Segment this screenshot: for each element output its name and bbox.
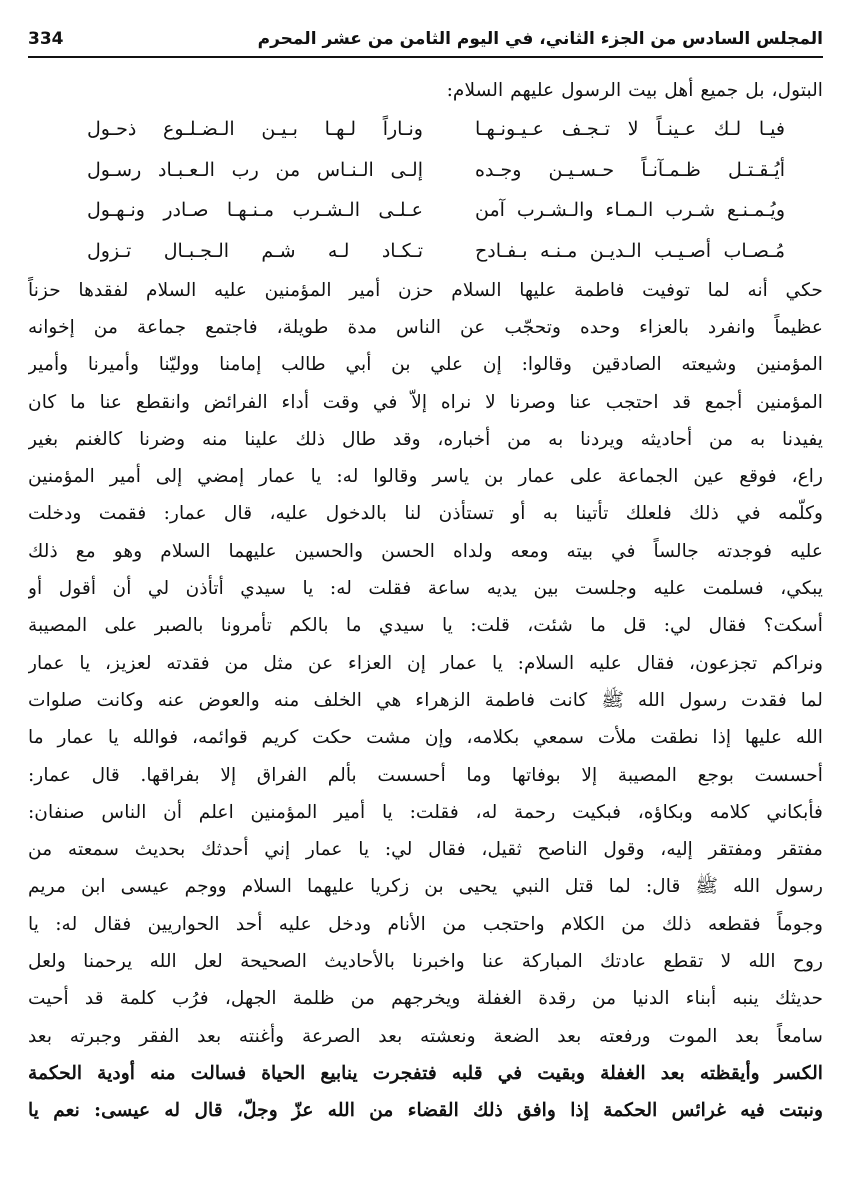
text-line: حديثك ينبه أبناء الدنيا من رقدة الغفلة ويخرجهم من ظلمة الجهل، فرُب كلمة قد أحيت: [28, 988, 823, 1010]
text-line: وجوماً فقطعه ذلك من الكلام واحتجب من الأنام ودخل عليه أحد الحواريين فقال له: يا: [28, 913, 823, 935]
text-line: يبكي، فسلمت عليه وجلست بين يديه ساعة فقلت له: يا سيدي أتأذن لي أن أقول أو: [28, 578, 823, 600]
verse-first-hemistich: مُـصـاب أصـيـب الـديـن مـنـه بـفـادح: [475, 240, 785, 263]
page-number: 334: [28, 29, 64, 49]
poem-verse: [28, 231, 823, 272]
page-content: [28, 72, 823, 1130]
text-line: عليه فوجدته جالساً في بيته ومعه ولداه الحسن والحسين عليهما السلام وهو مع ذلك: [28, 540, 823, 562]
poem-verse: [28, 109, 823, 150]
verse-second-hemistich: تـكـاد لـه شـم الـجـبـال تـزول: [87, 240, 423, 263]
text-line: وكلّمه في ذلك فلعلك تأتينا به أو تستأذن لنا بالدخول عليه، قال عمار: فقمت ودخلت: [28, 503, 823, 525]
verse-first-hemistich: فيـا لـك عـينـاً لا تـجـف عـيـونـهـا: [475, 118, 785, 141]
text-line: رسول الله ﷺ قال: لما قتل النبي يحيى بن زكريا عليهما السلام ووجم عيسى ابن مريم: [28, 876, 823, 898]
running-header: [28, 26, 823, 58]
text-line: يفيدنا به من أحاديثه ويردنا به من أخباره، وقد طال ذلك علينا منه وضرنا كالغنم بغير: [28, 428, 823, 450]
bold-text-line: ونبتت فيه غرائس الحكمة إذا وافق ذلك القضاء من الله عزّ وجلّ، قال له عيسى: نعم يا: [28, 1099, 823, 1122]
text-line: أسكت؟ فقال لي: قل ما شئت، قلت: يا سيدي ما بالكم تأمرونا بالصبر على المصيبة: [28, 615, 823, 637]
poem-verse: [28, 150, 823, 191]
bold-text-line: الكسر وأيقظته بعد الغفلة وبقيت في قلبه فتفجرت ينابيع الحياة فسالت منه أودية الحكمة: [28, 1061, 823, 1084]
book-page: [28, 26, 823, 1176]
text-line: سامعاً بعد الموت ورفعته بعد الضعة ونعشته بعد الصرعة وأغنته بعد الفقر وجبرته بعد: [28, 1025, 823, 1047]
verse-second-hemistich: إلـى الـنـاس من رب الـعـبـاد رسـول: [87, 158, 423, 181]
text-line: المؤمنين وشيعته الصادقين وقالوا: إن علي بن أبي طالب إمامنا ووليّنا وأميرنا وأمير: [28, 354, 823, 376]
text-line: أحسست بوجع المصيبة إلا بوفاتها وما أحسست بألم الفراق إلا بفراقها. قال عمار:: [28, 764, 823, 786]
chapter-title: المجلس السادس من الجزء الثاني، في اليوم الثامن من عشر المحرم: [257, 29, 823, 49]
text-line: حكي أنه لما توفيت فاطمة عليها السلام حزن أمير المؤمنين عليه السلام لفقدها حزناً: [28, 279, 823, 301]
text-line: مفتقر ومفتقر إليه، وقول الناصح ثقيل، فقال لي: يا عمار إني أحدثك بحديث سمعته من: [28, 839, 823, 861]
text-line: راع، فوقع عين الجماعة على عمار بن ياسر وقالوا له: يا عمار إمضي إلى أمير المؤمنين: [28, 466, 823, 488]
text-line: المؤمنين أجمع قد احتجب عنا وصرنا لا نراه إلاّ في وقت أداء الفرائض وانقطع عنا ما كان: [28, 391, 823, 413]
text-line: عظيماً وانفرد بالعزاء وحده وتحجّب عن الناس مدة طويلة، فاجتمع جماعة من إخوانه: [28, 316, 823, 338]
verse-second-hemistich: ونـاراً لـهـا بـيـن الـضـلـوع ذحـول: [87, 118, 423, 141]
text-line: روح الله لا تقطع عادتك المباركة عنا واخبرنا بالأحاديث الصحيحة لعل الله يرحمنا ولعل: [28, 951, 823, 973]
text-line: الله عليها إذا نطقت ملأت سمعي بكلامه، وإن مشت حكت كريم قوائمه، فوالله يا عمار ما: [28, 727, 823, 749]
text-line: لما فقدت رسول الله ﷺ كانت فاطمة الزهراء هي الخلف منه والعوض عنه وكانت صلوات: [28, 689, 823, 711]
poem-verse: [28, 190, 823, 231]
text-line: ونراكم تجزعون، فقال عليه السلام: يا عمار إن العزاء عن مثل من فقدته لعزيز، يا عمار: [28, 652, 823, 674]
verse-first-hemistich: ويُـمـنـع شـرب الـمـاء والـشـرب آمن: [475, 199, 785, 222]
poem: [28, 109, 823, 271]
opening-line: البتول، بل جميع أهل بيت الرسول عليهم السلام:: [446, 80, 823, 101]
verse-first-hemistich: أيُـقـتـل ظـمـآنـاً حـسـيـن وجـده: [475, 158, 785, 181]
text-line: فأبكاني كلامه وبكاؤه، فبكيت رحمة له، فقلت: يا أمير المؤمنين اعلم أن الناس صنفان:: [28, 801, 823, 823]
narrative-paragraph: [28, 272, 823, 1130]
verse-second-hemistich: عـلـى الـشـرب مـنـهـا صـادر ونـهـول: [87, 199, 423, 222]
